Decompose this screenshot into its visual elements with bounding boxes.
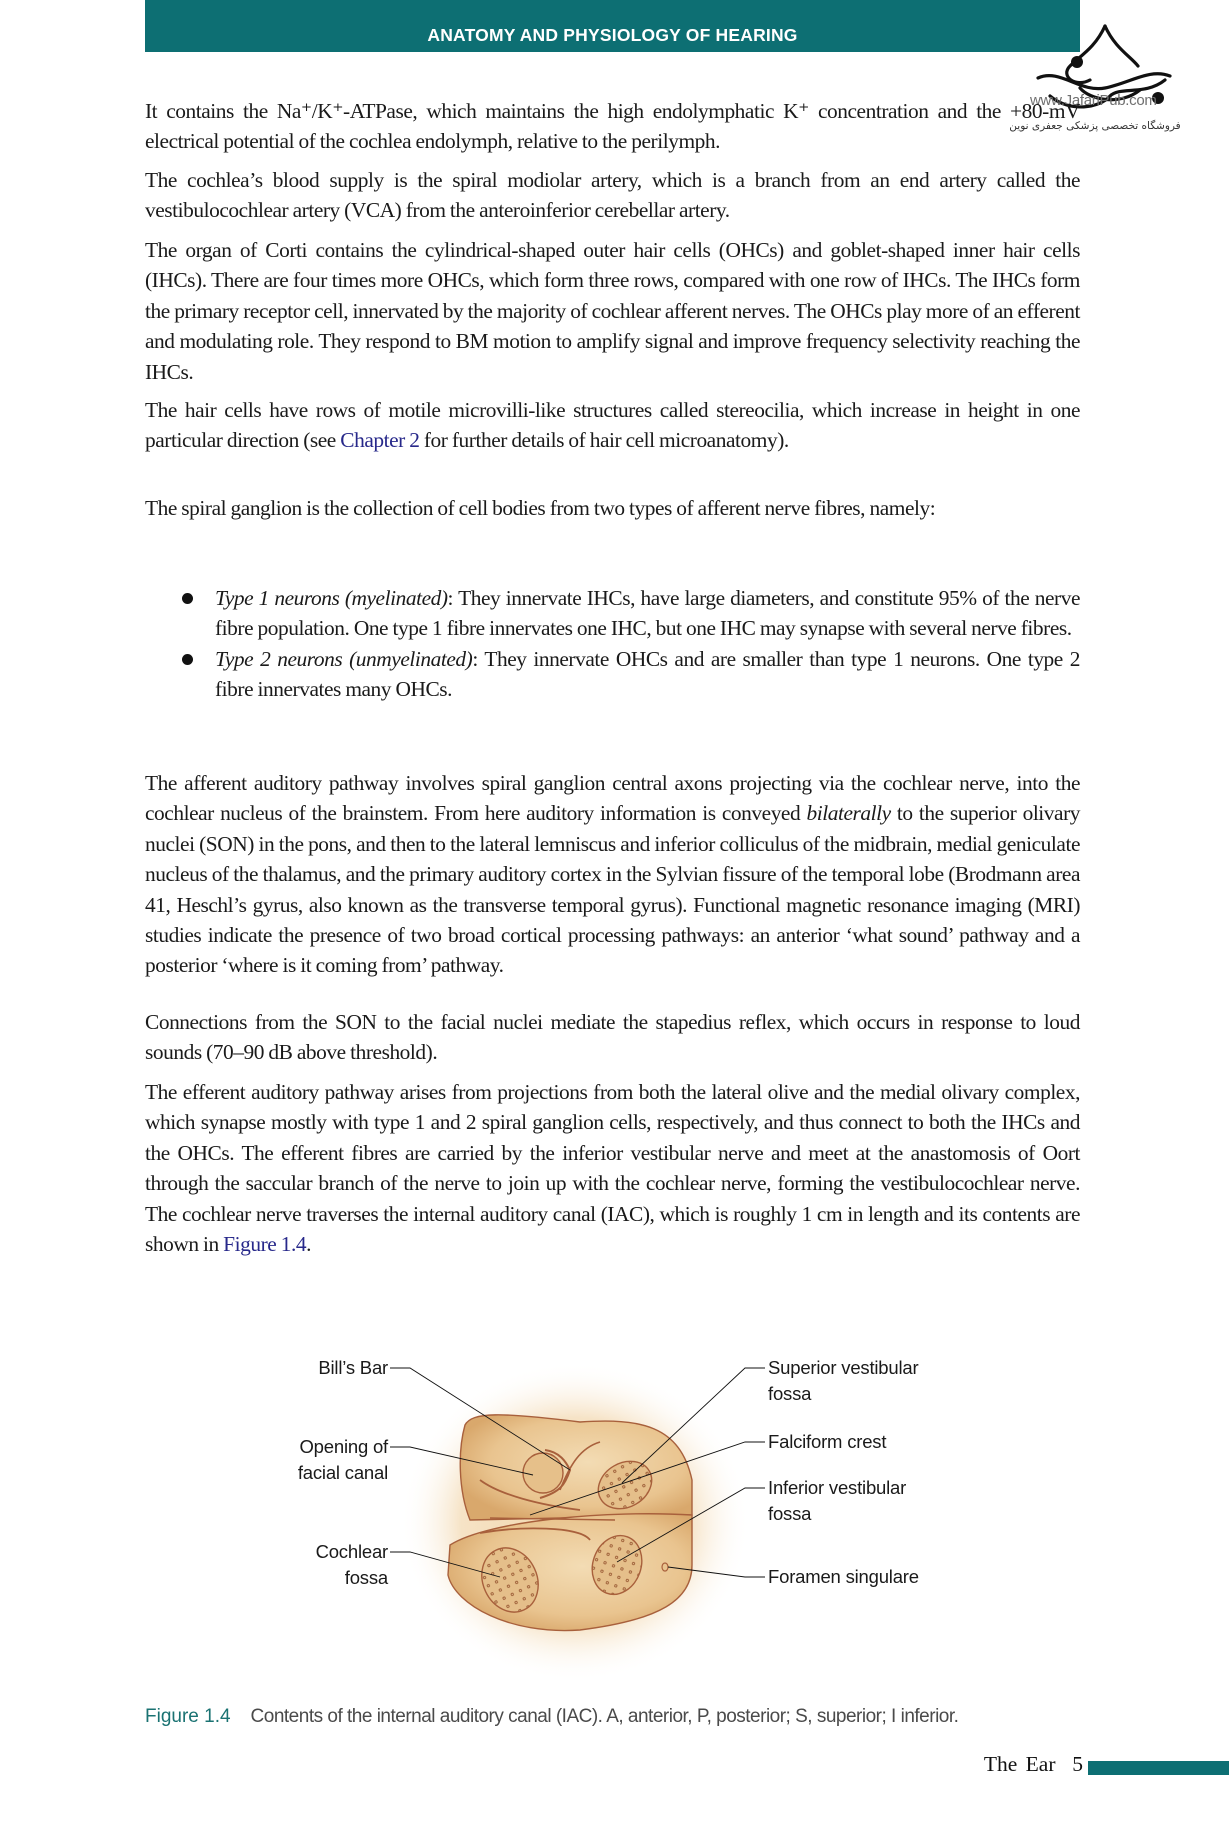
- paragraph-stapedius-reflex: Connections from the SON to the facial nuclei mediate the stapedius reflex, which occurs in response to loud sounds (70–90 dB above threshold).: [145, 1010, 1080, 1065]
- list-item-term: Type 1 neurons (myelinated): [215, 586, 448, 610]
- paragraph-afferent-pathway: [145, 768, 1080, 981]
- page-footer: [984, 1752, 1083, 1777]
- text-segment: The afferent auditory pathway involves spiral ganglion central axons projecting via the cochlear nerve, into the cochlear nucleus of the brainstem. From here auditory information is conveyed: [145, 771, 1080, 826]
- chapter-2-link[interactable]: Chapter 2: [340, 428, 420, 453]
- list-item-type-2: [145, 644, 1080, 705]
- paragraph-atpase: It contains the Na⁺/K⁺-ATPase, which maintains the high endolymphatic K⁺ concentration and the +80-mV electrical potential of the cochlea endolymph, relative to the perilymph.: [145, 99, 1080, 154]
- paragraph-spiral-ganglion: The spiral ganglion is the collection of cell bodies from two types of afferent nerve fibres, namely:: [145, 496, 936, 520]
- paragraph-efferent-pathway: [145, 1077, 1080, 1259]
- watermark-url: www.JafariPub.com: [1030, 92, 1157, 109]
- list-item-text: : They innervate IHCs, have large diameters, and constitute 95% of the nerve fibre population. One type 1 fibre innervates one IHC, but one IHC may synapse with several nerve fibres.: [215, 586, 1080, 641]
- figure-iac-diagram: [260, 1330, 980, 1690]
- paragraph-blood-supply: The cochlea’s blood supply is the spiral modiolar artery, which is a branch from an end artery called the vestibulocochlear artery (VCA) from the anteroinferior cerebellar artery.: [145, 168, 1080, 223]
- label-falciform-crest: Falciform crest: [768, 1431, 887, 1452]
- label-superior-vestibular-fossa-line2: fossa: [768, 1383, 812, 1404]
- label-inferior-vestibular-fossa-line1: Inferior vestibular: [768, 1477, 907, 1498]
- label-bills-bar: Bill’s Bar: [318, 1357, 388, 1378]
- list-item-text: : They innervate OHCs and are smaller than type 1 neurons. One type 2 fibre innervates many OHCs.: [215, 646, 1080, 702]
- figure-caption: [145, 1706, 1080, 1728]
- text-segment: for further details of hair cell microanatomy).: [419, 428, 789, 453]
- watermark-tagline: فروشگاه تخصصی پزشکی جعفری نوین: [1009, 120, 1181, 132]
- running-header: [145, 0, 1080, 52]
- text-segment: .: [306, 1232, 311, 1257]
- figure-caption-text: Contents of the internal auditory canal (IAC). A, anterior, P, posterior; S, superior; I inferior.: [250, 1706, 959, 1727]
- label-opening-facial-canal-line1: Opening of: [299, 1436, 388, 1457]
- bullet-icon: [182, 654, 193, 665]
- page-number: 5: [1072, 1752, 1083, 1776]
- list-item-term: Type 2 neurons (unmyelinated): [215, 646, 473, 671]
- figure-caption-number: Figure 1.4: [145, 1706, 231, 1727]
- footer-chapter: The Ear: [983, 1752, 1056, 1776]
- neuron-type-list: [145, 583, 1080, 705]
- label-inferior-vestibular-fossa-line2: fossa: [768, 1503, 812, 1524]
- text-segment: The hair cells have rows of motile microvilli-like structures called stereocilia, which increase in height in one particular direction (see: [145, 398, 1080, 453]
- figure-1-4-link[interactable]: Figure 1.4: [223, 1232, 307, 1257]
- footer-accent-bar: [1088, 1761, 1229, 1775]
- iac-cross-section-illustration: [260, 1330, 980, 1690]
- text-segment: to the superior olivary nuclei (SON) in the pons, and then to the lateral lemniscus and inferior colliculus of the midbrain, medial geniculate nucleus of the thalamus, and the primary auditory cortex in the Sylvian fissure of the temporal lobe (Brodmann area 41, Heschl’s gyrus, also known as the transverse temporal gyrus). Functional magnetic resonance imaging (MRI) studies indicate the presence of two broad cortical processing pathways: an anterior ‘what sound’ pathway and a posterior ‘where is it coming from’ pathway.: [145, 801, 1081, 978]
- label-opening-facial-canal-line2: facial canal: [297, 1462, 388, 1483]
- list-item-type-1: [145, 583, 1080, 644]
- text-segment: The efferent auditory pathway arises from projections from both the lateral olive and the medial olivary complex, which synapse mostly with type 1 and 2 spiral ganglion cells, respectively, and thus connect to both the IHCs and the OHCs. The efferent fibres are carried by the inferior vestibular nerve and meet at the anastomosis of Oort through the saccular branch of the nerve to join up with the cochlear nerve, forming the vestibulocochlear nerve. The cochlear nerve traverses the internal auditory canal (IAC), which is roughly 1 cm in length and its contents are shown in: [145, 1080, 1080, 1257]
- running-header-title: ANATOMY AND PHYSIOLOGY OF HEARING: [427, 25, 798, 45]
- label-cochlear-fossa-line2: fossa: [344, 1567, 388, 1588]
- label-foramen-singulare: Foramen singulare: [768, 1566, 919, 1587]
- emphasis-bilaterally: bilaterally: [806, 801, 891, 826]
- paragraph-stereocilia: [145, 395, 1080, 456]
- paragraph-organ-of-corti: The organ of Corti contains the cylindrical-shaped outer hair cells (OHCs) and goblet-shaped inner hair cells (IHCs). There are four times more OHCs, which form three rows, compared with one row of IHCs. The IHCs form the primary receptor cell, innervated by the majority of cochlear afferent nerves. The OHCs play more of an efferent and modulating role. They respond to BM motion to amplify signal and improve frequency selectivity reaching the IHCs.: [145, 238, 1080, 384]
- bullet-icon: [182, 593, 193, 604]
- label-cochlear-fossa-line1: Cochlear: [315, 1541, 388, 1562]
- label-superior-vestibular-fossa-line1: Superior vestibular: [768, 1357, 919, 1378]
